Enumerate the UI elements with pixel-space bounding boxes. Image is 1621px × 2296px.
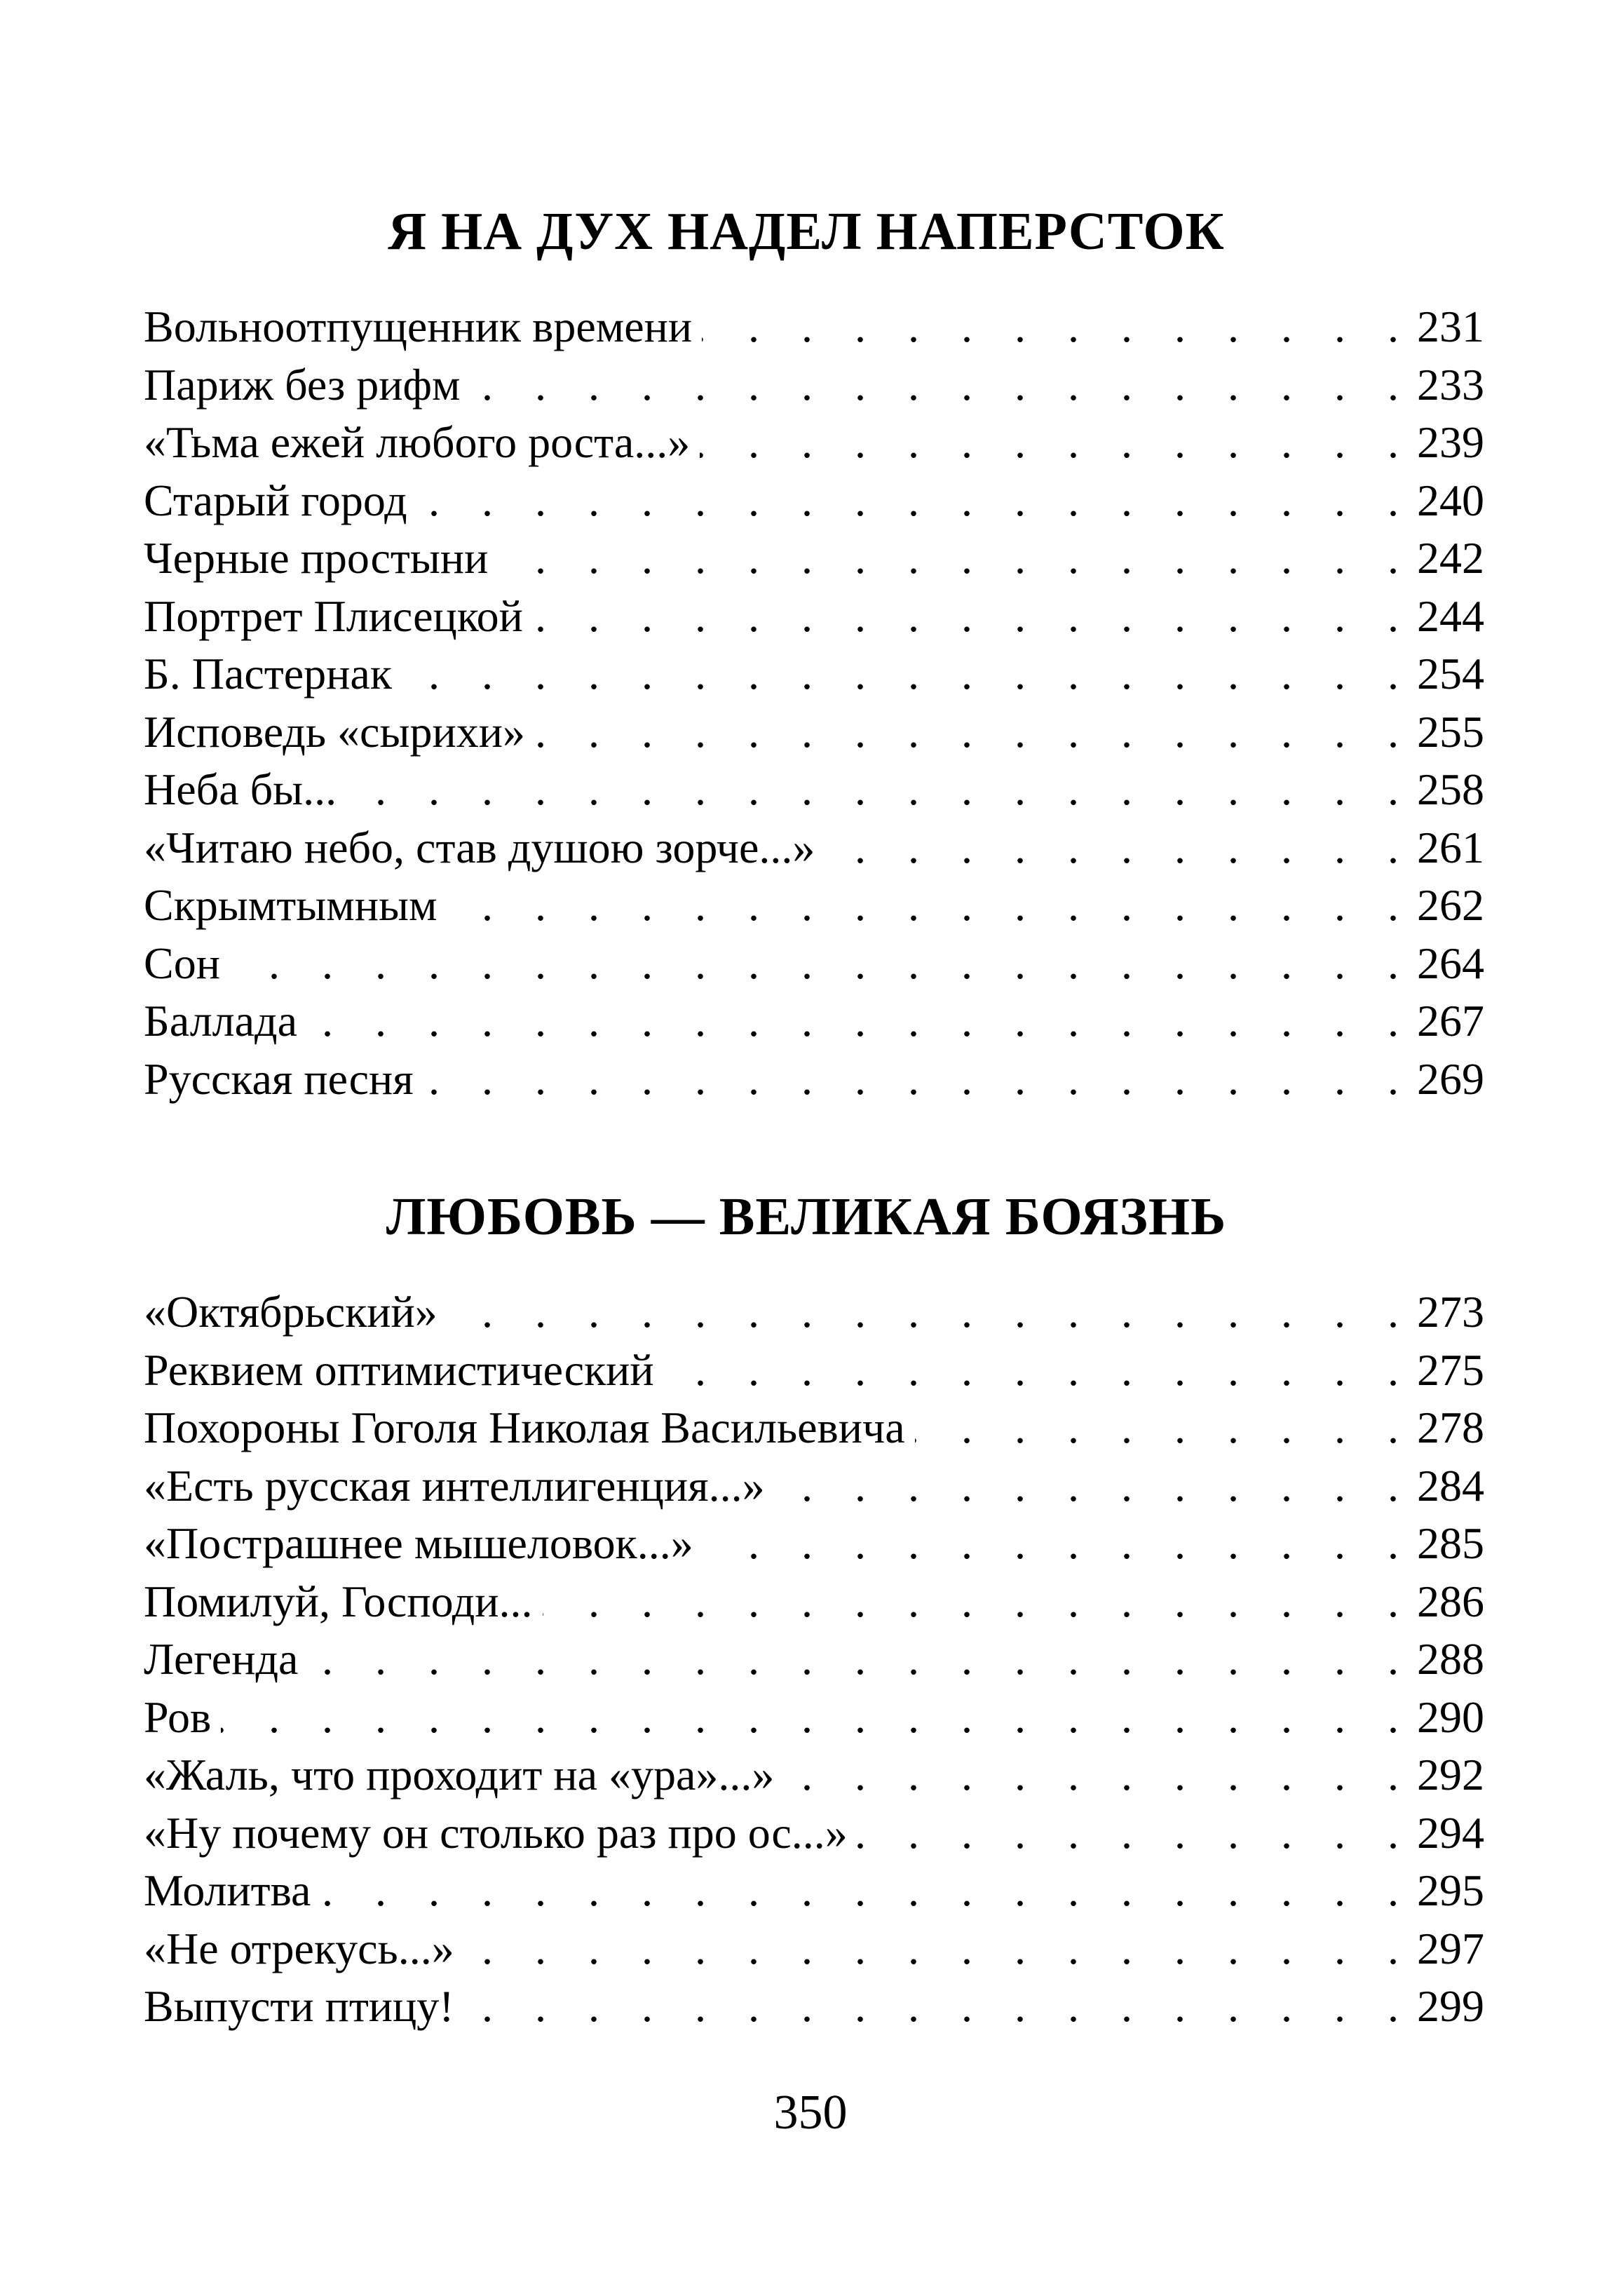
- entry-title: Баллада: [144, 996, 297, 1046]
- toc-entry: [144, 935, 1484, 993]
- entry-page-number: 295: [1417, 1865, 1484, 1915]
- page-number: 350: [773, 2086, 848, 2140]
- dot-leader: [857, 1804, 1414, 1863]
- entry-page-number: 284: [1417, 1460, 1484, 1511]
- toc-entry: [144, 1051, 1484, 1109]
- toc-entry: [144, 877, 1484, 935]
- dot-leader: [221, 1689, 1414, 1747]
- dot-leader: [702, 298, 1414, 356]
- entry-title: «Ну почему он столько раз про ос...»: [144, 1807, 848, 1858]
- dot-leader: [700, 414, 1414, 472]
- dot-leader: [423, 1051, 1414, 1109]
- toc-entry: [144, 588, 1484, 646]
- dot-leader: [447, 1283, 1414, 1342]
- dot-leader: [703, 1515, 1414, 1573]
- entry-title: «Тьма ежей любого роста...»: [144, 417, 691, 467]
- entry-title: Старый город: [144, 475, 407, 525]
- section-title: ЛЮБОВЬ — ВЕЛИКАЯ БОЯЗНЬ: [386, 1187, 1227, 1246]
- entry-title: Б. Пастернак: [144, 649, 392, 698]
- toc-entry: [144, 1804, 1484, 1863]
- dot-leader: [346, 761, 1414, 819]
- toc-entry: [144, 529, 1484, 588]
- entry-title: Помилуй, Господи...: [144, 1576, 533, 1626]
- entry-title: Скрымтымным: [144, 880, 438, 930]
- entry-title: «Октябрьский»: [144, 1287, 438, 1337]
- entry-title: Ров: [144, 1691, 212, 1742]
- dot-leader: [417, 472, 1414, 530]
- toc-list: [144, 1283, 1484, 2036]
- entry-page-number: 273: [1417, 1287, 1484, 1337]
- entry-title: Реквием оптимистический: [144, 1344, 654, 1395]
- toc-entry: [144, 1399, 1484, 1457]
- dot-leader: [533, 588, 1414, 646]
- entry-page-number: 264: [1417, 938, 1484, 988]
- toc-entry: [144, 1746, 1484, 1804]
- dot-leader: [498, 529, 1414, 588]
- dot-leader: [784, 1746, 1414, 1804]
- dot-leader: [320, 1862, 1414, 1920]
- toc-entry: [144, 1978, 1484, 2036]
- entry-title: Вольноотпущенник времени: [144, 302, 693, 351]
- dot-leader: [543, 1573, 1414, 1631]
- toc-entry: [144, 761, 1484, 819]
- entry-page-number: 297: [1417, 1923, 1484, 1973]
- entry-page-number: 231: [1417, 302, 1484, 351]
- entry-page-number: 267: [1417, 996, 1484, 1046]
- toc-entry: [144, 414, 1484, 472]
- entry-page-number: 258: [1417, 764, 1484, 814]
- dot-leader: [825, 819, 1414, 877]
- entry-title: «Читаю небо, став душою зорче...»: [144, 822, 815, 872]
- entry-page-number: 244: [1417, 590, 1484, 641]
- entry-page-number: 286: [1417, 1576, 1484, 1626]
- toc-entry: [144, 819, 1484, 877]
- dot-leader: [402, 645, 1414, 703]
- toc-entry: [144, 1342, 1484, 1400]
- entry-page-number: 269: [1417, 1053, 1484, 1104]
- dot-leader: [230, 935, 1414, 993]
- toc-entry: [144, 472, 1484, 530]
- toc-entry: [144, 1457, 1484, 1515]
- toc-entry: [144, 992, 1484, 1051]
- entry-title: Портрет Плисецкой: [144, 590, 523, 641]
- entry-page-number: 275: [1417, 1344, 1484, 1395]
- toc-entry: [144, 645, 1484, 703]
- entry-title: Легенда: [144, 1634, 299, 1684]
- entry-page-number: 292: [1417, 1750, 1484, 1799]
- dot-leader: [915, 1399, 1414, 1457]
- entry-title: Исповедь «сырихи»: [144, 706, 525, 757]
- entry-page-number: 239: [1417, 417, 1484, 467]
- entry-title: Выпусти птицу!: [144, 1981, 454, 2031]
- entry-page-number: 242: [1417, 533, 1484, 583]
- entry-page-number: 290: [1417, 1691, 1484, 1742]
- entry-title: Похороны Гоголя Николая Васильевича: [144, 1403, 905, 1452]
- toc-entry: [144, 1862, 1484, 1920]
- entry-title: Париж без рифм: [144, 359, 461, 410]
- entry-page-number: 240: [1417, 475, 1484, 525]
- entry-page-number: 254: [1417, 649, 1484, 698]
- toc-list: [144, 298, 1484, 1108]
- dot-leader: [535, 703, 1414, 762]
- entry-page-number: 255: [1417, 706, 1484, 757]
- toc-entry: [144, 1283, 1484, 1342]
- toc-entry: [144, 1630, 1484, 1689]
- dot-leader: [447, 877, 1415, 935]
- entry-title: Сон: [144, 938, 220, 988]
- entry-page-number: 262: [1417, 880, 1484, 930]
- entry-page-number: 261: [1417, 822, 1484, 872]
- dot-leader: [664, 1342, 1414, 1400]
- toc-entry: [144, 356, 1484, 414]
- toc-entry: [144, 1689, 1484, 1747]
- entry-page-number: 288: [1417, 1634, 1484, 1684]
- dot-leader: [775, 1457, 1414, 1515]
- toc-entry: [144, 703, 1484, 762]
- toc-entry: [144, 1515, 1484, 1573]
- dot-leader: [307, 992, 1414, 1051]
- section-title: Я НА ДУХ НАДЕЛ НАПЕРСТОК: [388, 202, 1225, 261]
- entry-title: «Жаль, что проходит на «ура»...»: [144, 1750, 775, 1799]
- toc-entry: [144, 298, 1484, 356]
- entry-page-number: 285: [1417, 1518, 1484, 1568]
- entry-title: Русская песня: [144, 1053, 414, 1104]
- entry-page-number: 233: [1417, 359, 1484, 410]
- entry-page-number: 278: [1417, 1403, 1484, 1452]
- toc-entry: [144, 1573, 1484, 1631]
- entry-title: «Не отрекусь...»: [144, 1923, 454, 1973]
- entry-title: Черные простыни: [144, 533, 489, 583]
- entry-title: Молитва: [144, 1865, 311, 1915]
- entry-page-number: 299: [1417, 1981, 1484, 2031]
- entry-page-number: 294: [1417, 1807, 1484, 1858]
- dot-leader: [464, 1920, 1414, 1978]
- entry-title: «Есть русская интеллигенция...»: [144, 1460, 765, 1511]
- toc-entry: [144, 1920, 1484, 1978]
- dot-leader: [464, 1978, 1414, 2036]
- dot-leader: [470, 356, 1415, 414]
- entry-title: «Пострашнее мышеловок...»: [144, 1518, 693, 1568]
- entry-title: Неба бы...: [144, 764, 337, 814]
- dot-leader: [308, 1630, 1414, 1689]
